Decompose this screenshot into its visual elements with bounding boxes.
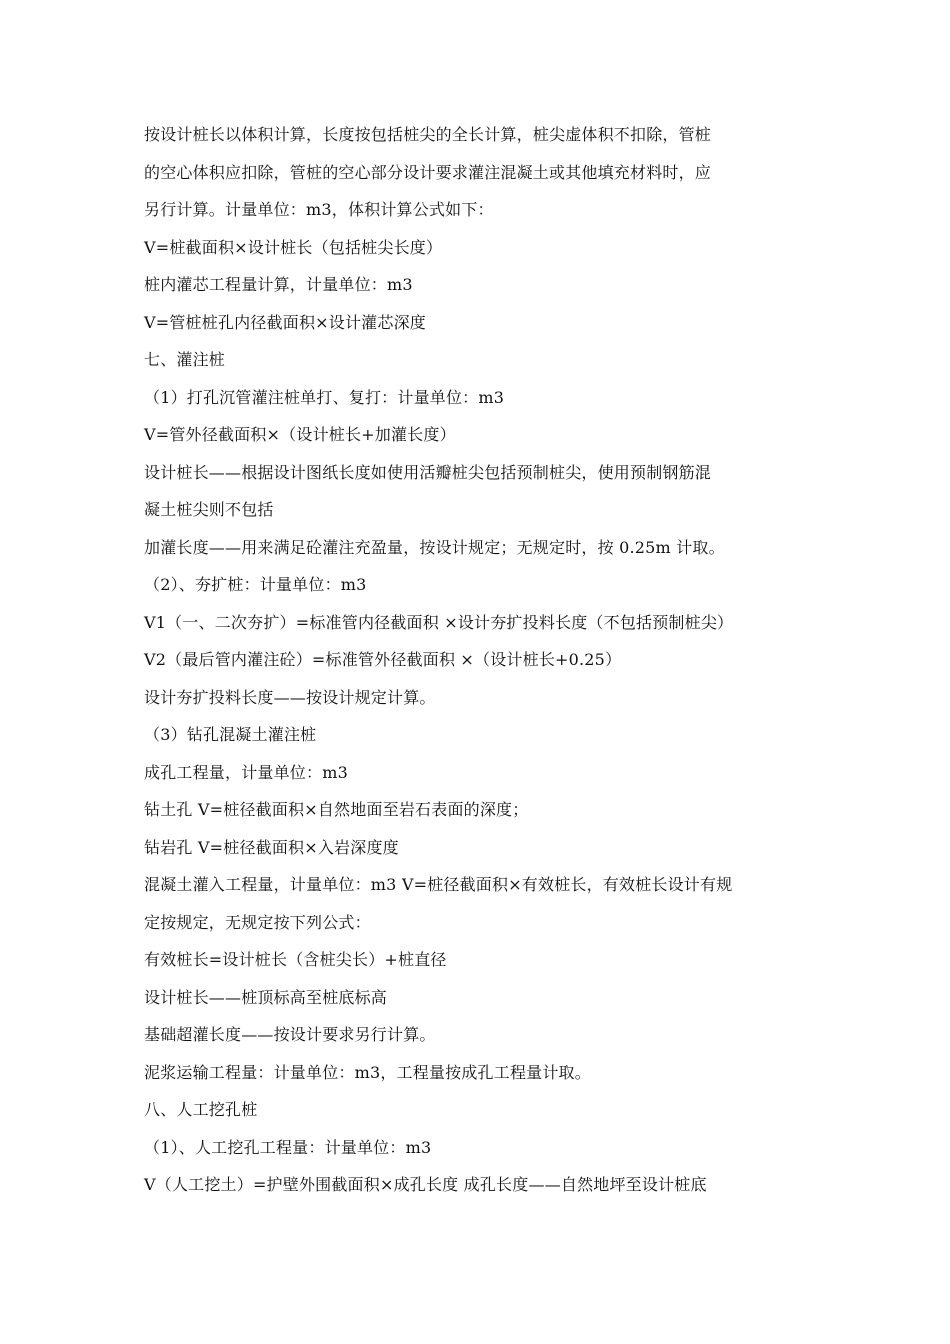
text-line: 泥浆运输工程量：计量单位：m3，工程量按成孔工程量计取。 (144, 1062, 591, 1082)
text-line: 另行计算。计量单位：m3，体积计算公式如下： (144, 200, 494, 219)
text-line: 按设计桩长以体积计算，长度按包括桩尖的全长计算，桩尖虚体积不扣除，管桩 (144, 125, 712, 144)
subsection-heading: （2）、夯扩桩：计量单位：m3 (144, 575, 367, 594)
subsection-heading: （1）打孔沉管灌注桩单打、复打：计量单位：m3 (144, 387, 505, 407)
section-heading: 七、灌注桩 (144, 350, 226, 369)
text-line: 基础超灌长度——按设计要求另行计算。 (144, 1025, 436, 1044)
formula-line: V2（最后管内灌注砼）=标准管外径截面积 ×（设计桩长+0.25） (144, 650, 622, 669)
formula-line: 钻土孔 V=桩径截面积×自然地面至岩石表面的深度； (144, 800, 529, 819)
formula-line: 有效桩长=设计桩长（含桩尖长）+桩直径 (144, 950, 447, 969)
text-line: 设计桩长——根据设计图纸长度如使用活瓣桩尖包括预制桩尖，使用预制钢筋混 (144, 462, 712, 482)
text-line: 凝土桩尖则不包括 (144, 500, 274, 519)
text-line: 的空心体积应扣除，管桩的空心部分设计要求灌注混凝土或其他填充材料时，应 (144, 162, 712, 182)
formula-line: 钻岩孔 V=桩径截面积×入岩深度度 (144, 837, 399, 857)
formula-line: V=管外径截面积×（设计桩长+加灌长度） (144, 425, 456, 444)
formula-line: V=管桩桩孔内径截面积×设计灌芯深度 (144, 312, 426, 332)
formula-line: V1（一、二次夯扩）=标准管内径截面积 ×设计夯扩投料长度（不包括预制桩尖） (144, 612, 734, 632)
text-line: 设计夯扩投料长度——按设计规定计算。 (144, 687, 436, 707)
subsection-heading: （3）钻孔混凝土灌注桩 (144, 725, 317, 744)
document-body (144, 116, 814, 1204)
formula-line: V=桩截面积×设计桩长（包括桩尖长度） (144, 237, 443, 257)
section-heading: 八、人工挖孔桩 (144, 1100, 258, 1119)
subsection-heading: （1）、人工挖孔工程量：计量单位：m3 (144, 1137, 432, 1157)
text-line: 成孔工程量，计量单位：m3 (144, 762, 348, 782)
text-line: 定按规定，无规定按下列公式： (144, 912, 371, 932)
text-line: 加灌长度——用来满足砼灌注充盈量，按设计规定；无规定时，按 0.25m 计取。 (144, 537, 725, 557)
text-line: 桩内灌芯工程量计算，计量单位：m3 (144, 275, 413, 294)
text-line: 混凝土灌入工程量，计量单位：m3 V=桩径截面积×有效桩长，有效桩长设计有规 (144, 875, 733, 894)
text-line: 设计桩长——桩顶标高至桩底标高 (144, 987, 388, 1007)
formula-line: V（人工挖土）=护壁外围截面积×成孔长度 成孔长度——自然地坪至设计桩底 (144, 1175, 707, 1194)
